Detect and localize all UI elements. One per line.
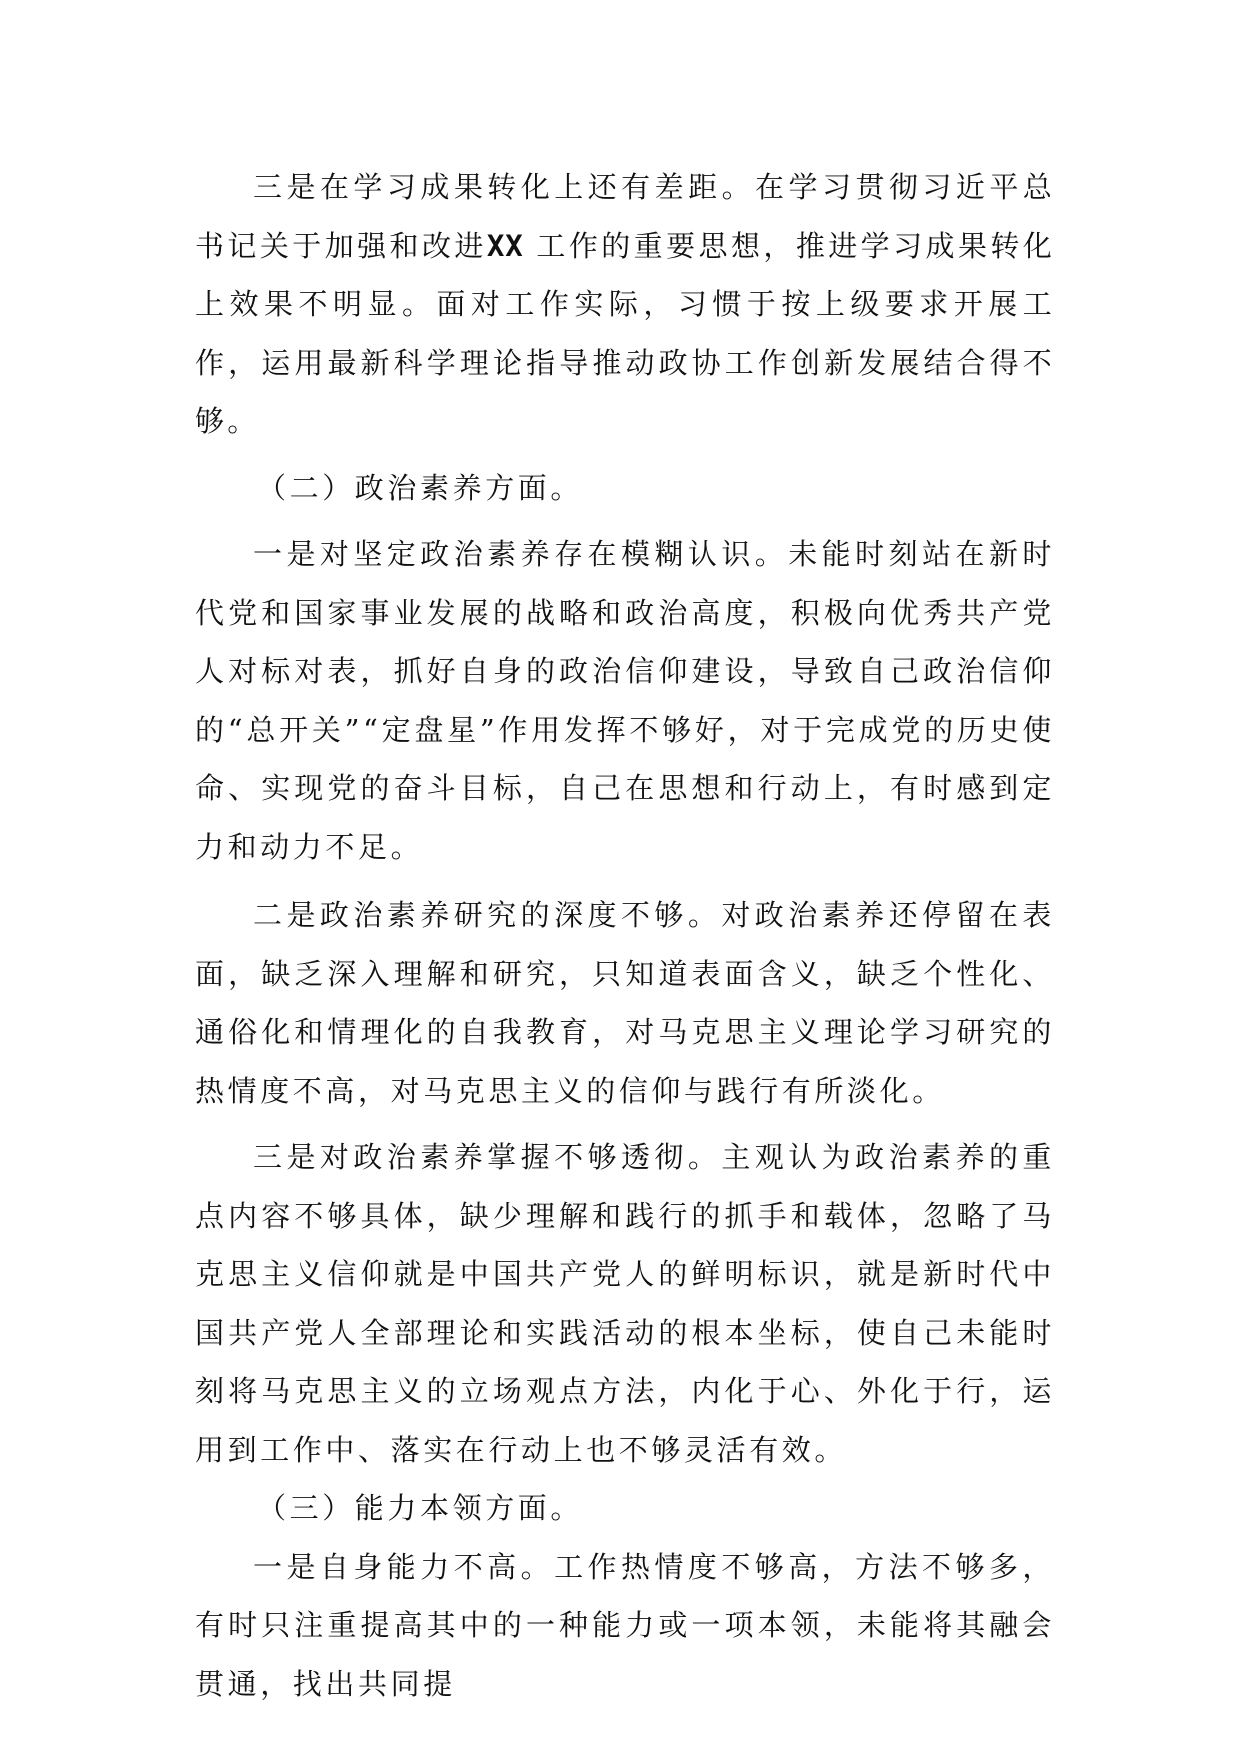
- document-body: [195, 158, 1055, 1713]
- section-heading-ability: （三）能力本领方面。: [257, 1491, 584, 1525]
- paragraph-text: 三是在学习成果转化上还有差距。在学习贯彻习近平总书记关于加强和改进: [195, 170, 1055, 263]
- paragraph-political-quality-2: 二是政治素养研究的深度不够。对政治素养还停留在表面，缺乏深入理解和研究，只知道表面含义，缺乏个性化、通俗化和情理化的自我教育，对马克思主义理论学习研究的热情度不高，对马克思主义的信仰与践行有所淡化。: [195, 898, 1055, 1108]
- paragraph-learning-results: [195, 158, 1055, 451]
- paragraph-text: 工作的重要思想，推进学习成果转化上效果不明显。面对工作实际，习惯于按上级要求开展工作，运用最新科学理论指导推动政协工作创新发展结合得不够。: [195, 228, 1055, 438]
- placeholder-xx: XX: [486, 228, 524, 263]
- paragraph-political-quality-3: 三是对政治素养掌握不够透彻。主观认为政治素养的重点内容不够具体，缺少理解和践行的抓手和载体，忽略了马克思主义信仰就是中国共产党人的鲜明标识，就是新时代中国共产党人全部理论和实践活动的根本坐标，使自己未能时刻将马克思主义的立场观点方法，内化于心、外化于行，运用到工作中、落实在行动上也不够灵活有效。: [195, 1140, 1055, 1467]
- paragraph-ability-1: 一是自身能力不高。工作热情度不够高，方法不够多，有时只注重提高其中的一种能力或一项本领，未能将其融会贯通，找出共同提: [195, 1549, 1055, 1701]
- section-heading-political-quality: （二）政治素养方面。: [257, 470, 584, 505]
- paragraph-political-quality-1: 一是对坚定政治素养存在模糊认识。未能时刻站在新时代党和国家事业发展的战略和政治高度，积极向优秀共产党人对标对表，抓好自身的政治信仰建设，导致自己政治信仰的“总开关”“定盘星”作用发挥不够好，对于完成党的历史使命、实现党的奋斗目标，自己在思想和行动上，有时感到定力和动力不足。: [195, 537, 1055, 864]
